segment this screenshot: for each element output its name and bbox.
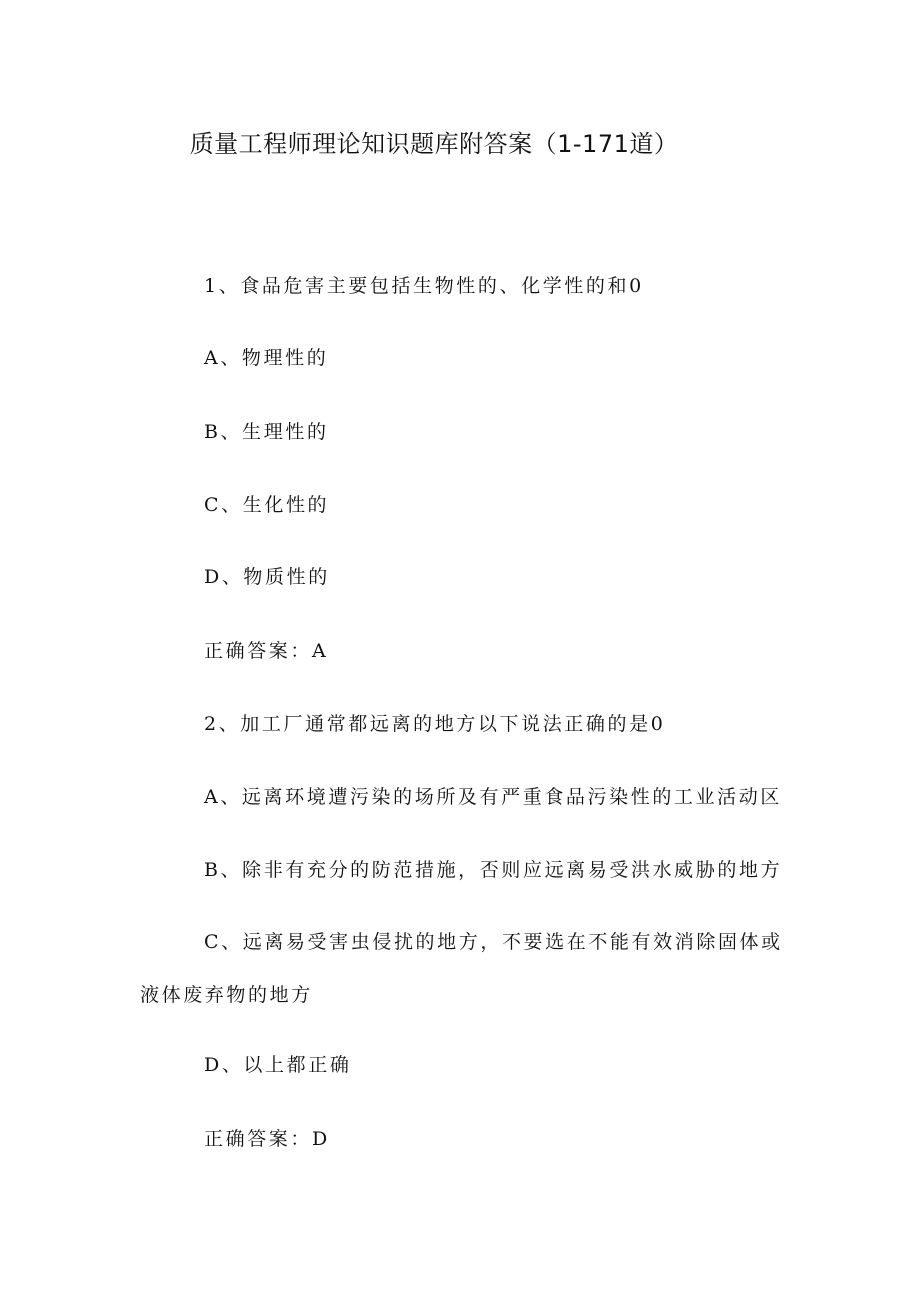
question-2-option-c: C、远离易受害虫侵扰的地方，不要选在不能有效消除固体或 xyxy=(204,931,783,953)
question-2-option-c-continued: 液体废弃物的地方 xyxy=(140,984,313,1006)
question-1-stem: 1、食品危害主要包括生物性的、化学性的和0 xyxy=(204,275,644,297)
document-title: 质量工程师理论知识题库附答案（1-171道） xyxy=(189,130,679,158)
question-2-stem: 2、加工厂通常都远离的地方以下说法正确的是0 xyxy=(204,713,666,735)
question-1-option-b: B、生理性的 xyxy=(204,421,329,443)
question-2-answer: 正确答案：D xyxy=(204,1128,330,1150)
question-1-option-a: A、物理性的 xyxy=(204,347,329,369)
question-2-option-d: D、以上都正确 xyxy=(204,1054,352,1076)
question-1-option-d: D、物质性的 xyxy=(204,566,330,588)
question-2-option-a: A、远离环境遭污染的场所及有严重食品污染性的工业活动区 xyxy=(204,786,782,808)
question-1-answer: 正确答案：A xyxy=(204,640,329,662)
question-1-option-c: C、生化性的 xyxy=(204,494,330,516)
question-2-option-b: B、除非有充分的防范措施，否则应远离易受洪水威胁的地方 xyxy=(204,859,783,881)
